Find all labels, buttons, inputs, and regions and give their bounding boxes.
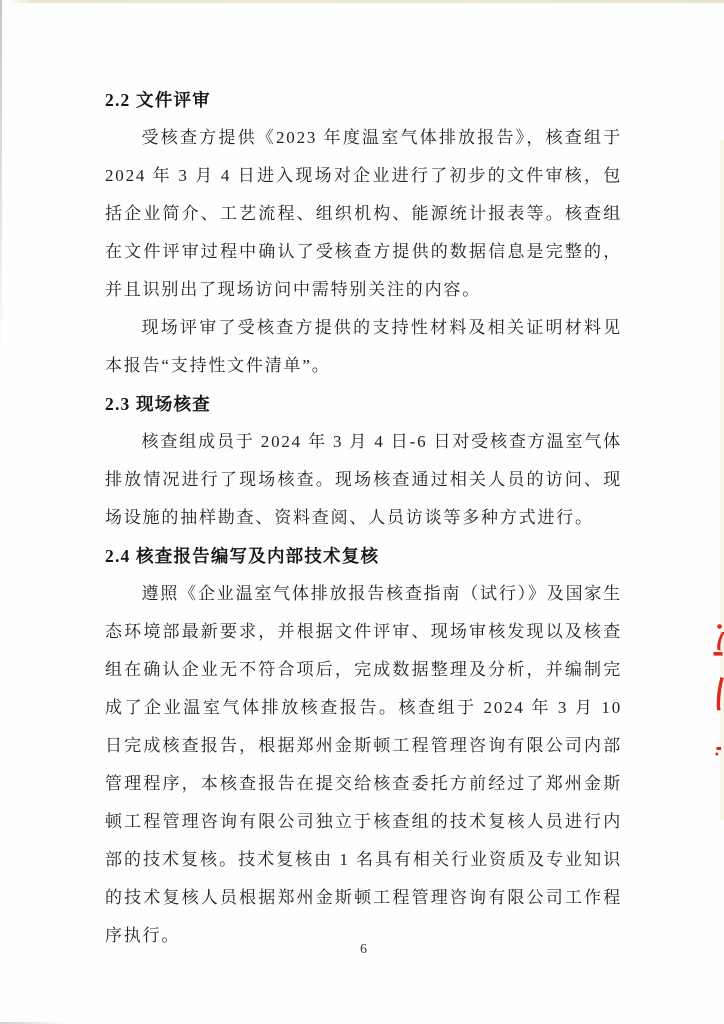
section-heading-2-2: 2.2 文件评审 bbox=[105, 90, 211, 110]
section-heading-2-4: 2.4 核查报告编写及内部技术复核 bbox=[105, 546, 380, 566]
scan-edge-top bbox=[6, 0, 724, 3]
paragraph-document-review-1: 受核查方提供《2023 年度温室气体排放报告》，核查组于 2024 年 3 月 4 日进入现场对企业进行了初步的文件审核，包括企业简介、工艺流程、组织机构、能源统计报表等。核查组在文件评审过程中确认了受核查方提供的数据信息是完整的，并且识别出了现场访问中需特别关注的内容。 bbox=[105, 128, 622, 299]
paragraph-onsite-verification: 核查组成员于 2024 年 3 月 4 日-6 日对受核查方温室气体排放情况进行了现场核查。现场核查通过相关人员的访问、现场设施的抽样勘查、资料查阅、人员访谈等多种方式进行。 bbox=[105, 432, 622, 527]
paragraph-document-review-2: 现场评审了受核查方提供的支持性材料及相关证明材料见本报告“支持性文件清单”。 bbox=[105, 318, 622, 375]
paragraph-report-writing-review: 遵照《企业温室气体排放报告核查指南（试行）》及国家生态环境部最新要求，并根据文件评审、现场审核发现以及核查组在确认企业无不符合项后，完成数据整理及分析，并编制完成了企业温室气体排放核查报告。核查组于 2024 年 3 月 10 日完成核查报告，根据郑州金斯顿工程管理咨询有限公司内部管理程序，本核查报告在提交给核查委托方前经过了郑州金斯顿工程管理咨询有限公司独立于核查组的技术复核人员进行内部的技术复核。技术复核由 1 名具有相关行业资质及专业知识的技术复核人员根据郑州金斯顿工程管理咨询有限公司工作程序执行。 bbox=[105, 584, 622, 945]
scan-edge-left bbox=[0, 0, 2, 360]
red-stamp-fragment-svg bbox=[712, 615, 724, 765]
section-heading-2-3: 2.3 现场核查 bbox=[105, 394, 211, 414]
red-stamp-fragment bbox=[712, 615, 724, 765]
document-content bbox=[105, 81, 622, 955]
page-number: 6 bbox=[360, 941, 367, 956]
